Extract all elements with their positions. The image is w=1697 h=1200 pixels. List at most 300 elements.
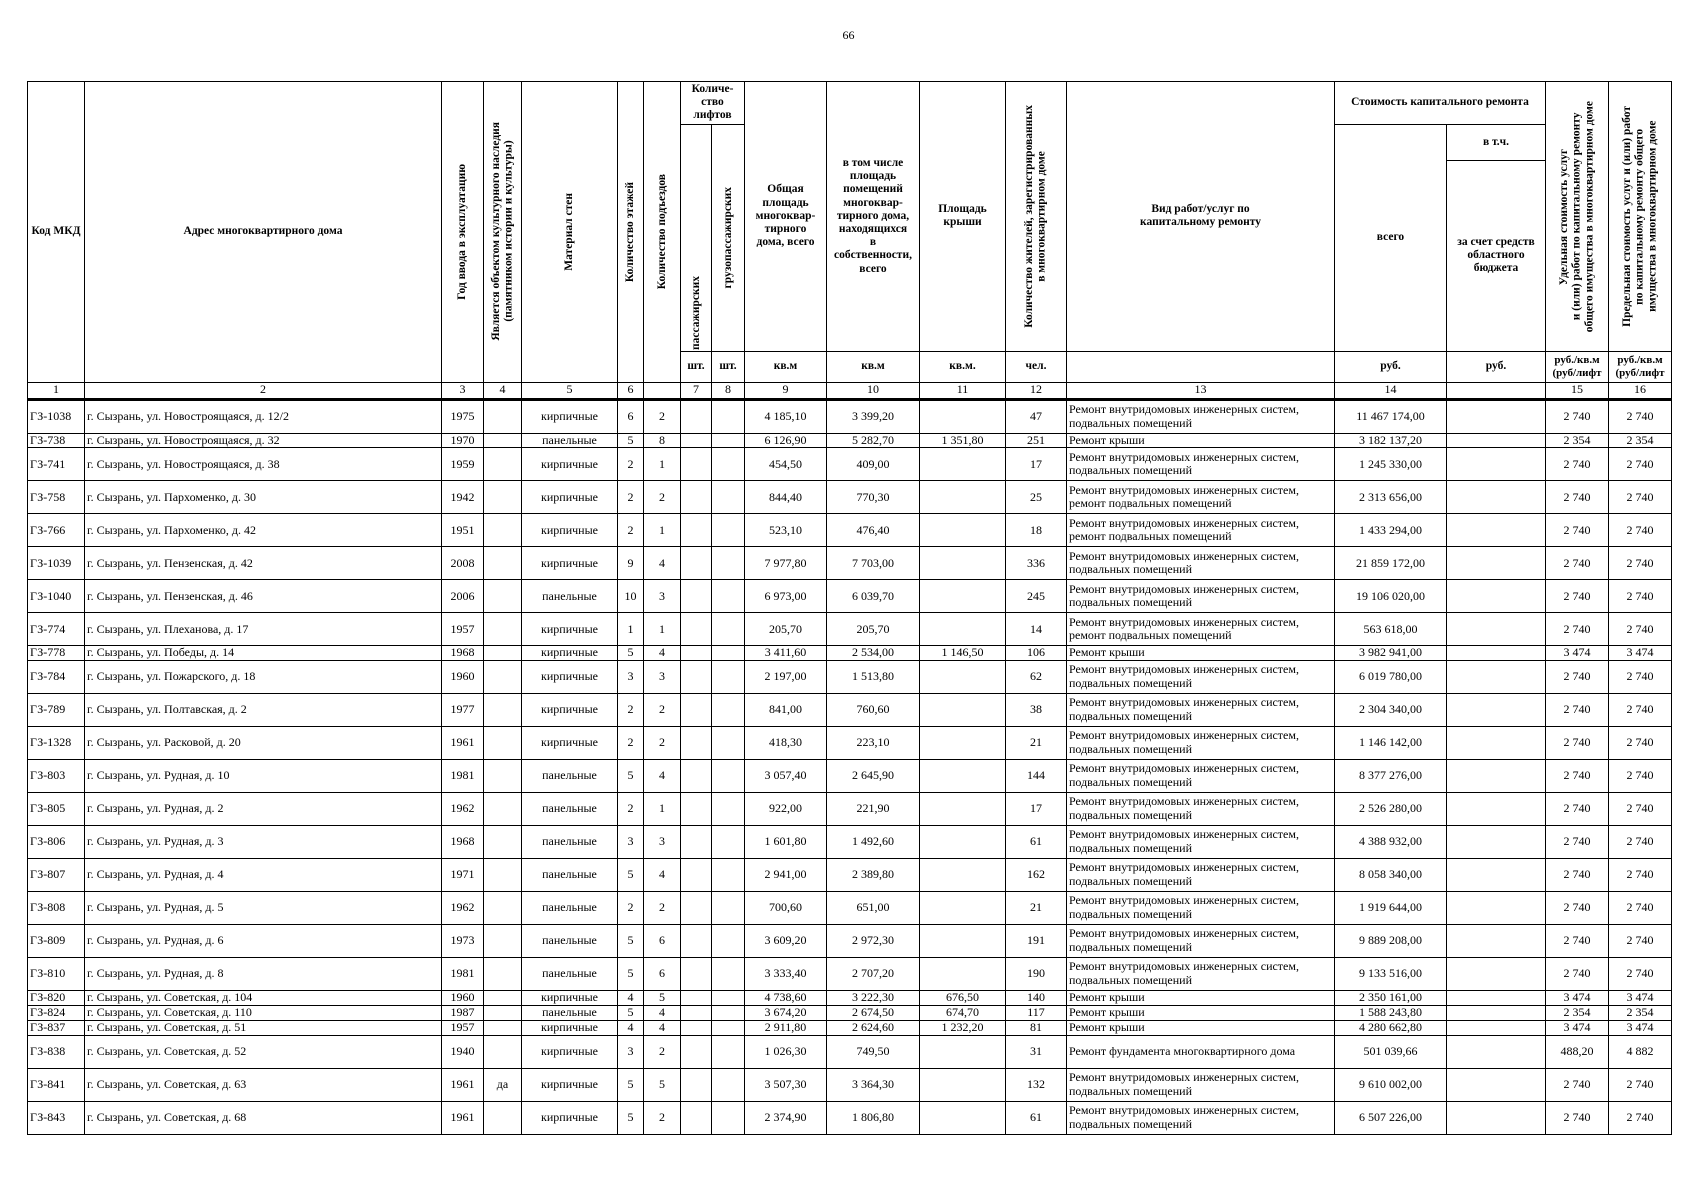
cell-year: 1968 — [442, 826, 484, 859]
cell-year: 1975 — [442, 399, 484, 433]
cell-floors: 2 — [618, 481, 644, 514]
cell-lifts-passenger — [681, 448, 712, 481]
table-row — [28, 694, 1672, 727]
cell-unit-cost: 3 474 — [1546, 646, 1609, 661]
table-row — [28, 514, 1672, 547]
cell-walls: панельные — [522, 925, 618, 958]
cell-heritage — [484, 793, 522, 826]
cell-year: 1981 — [442, 760, 484, 793]
cell-max-cost: 2 740 — [1609, 826, 1672, 859]
table-row — [28, 580, 1672, 613]
cell-owned-area: 476,40 — [827, 514, 920, 547]
cell-year: 2008 — [442, 547, 484, 580]
cell-total-area: 2 911,80 — [745, 1020, 827, 1035]
cell-work-type: Ремонт крыши — [1067, 991, 1335, 1006]
cell-roof-area — [920, 399, 1006, 433]
cell-heritage — [484, 1035, 522, 1068]
cell-floors: 6 — [618, 399, 644, 433]
cell-cost-regional — [1447, 892, 1546, 925]
cell-owned-area: 651,00 — [827, 892, 920, 925]
cell-work-type: Ремонт внутридомовых инженерных систем, ремонт подвальных помещений — [1067, 481, 1335, 514]
cell-residents: 17 — [1006, 793, 1067, 826]
table-row — [28, 892, 1672, 925]
cell-code: ГЗ-803 — [28, 760, 85, 793]
cell-code: ГЗ-1328 — [28, 727, 85, 760]
column-numbers-row — [28, 382, 1672, 399]
cell-walls: панельные — [522, 892, 618, 925]
cell-work-type: Ремонт внутридомовых инженерных систем, подвальных помещений — [1067, 1068, 1335, 1101]
cell-cost-total: 9 133 516,00 — [1335, 958, 1447, 991]
cell-lifts-freight — [712, 1068, 745, 1101]
cell-heritage — [484, 613, 522, 646]
cell-work-type: Ремонт внутридомовых инженерных систем, подвальных помещений — [1067, 448, 1335, 481]
cell-roof-area — [920, 925, 1006, 958]
header-total-area: Общая площадь многоквар- тирного дома, всего — [745, 82, 827, 352]
cell-owned-area: 2 972,30 — [827, 925, 920, 958]
cell-lifts-freight — [712, 958, 745, 991]
unit-owned-area: кв.м — [827, 351, 920, 382]
cell-walls: панельные — [522, 580, 618, 613]
cell-address: г. Сызрань, ул. Рудная, д. 10 — [85, 760, 442, 793]
cell-heritage — [484, 1006, 522, 1021]
cell-entrances: 2 — [644, 1035, 681, 1068]
cell-year: 1973 — [442, 925, 484, 958]
cell-max-cost: 2 740 — [1609, 514, 1672, 547]
cell-lifts-freight — [712, 448, 745, 481]
cell-entrances: 1 — [644, 448, 681, 481]
cell-heritage — [484, 646, 522, 661]
cell-cost-total: 19 106 020,00 — [1335, 580, 1447, 613]
cell-lifts-freight — [712, 1035, 745, 1068]
cell-floors: 2 — [618, 727, 644, 760]
cell-owned-area: 7 703,00 — [827, 547, 920, 580]
cell-year: 1977 — [442, 694, 484, 727]
cell-lifts-freight — [712, 925, 745, 958]
cell-entrances: 2 — [644, 727, 681, 760]
cell-code: ГЗ-1040 — [28, 580, 85, 613]
cell-residents: 18 — [1006, 514, 1067, 547]
cell-heritage — [484, 481, 522, 514]
cell-residents: 21 — [1006, 727, 1067, 760]
cell-total-area: 922,00 — [745, 793, 827, 826]
cell-floors: 4 — [618, 991, 644, 1006]
cell-work-type: Ремонт внутридомовых инженерных систем, подвальных помещений — [1067, 694, 1335, 727]
cell-entrances: 2 — [644, 694, 681, 727]
cell-floors: 4 — [618, 1020, 644, 1035]
cell-total-area: 4 738,60 — [745, 991, 827, 1006]
cell-unit-cost: 2 740 — [1546, 514, 1609, 547]
cell-max-cost: 2 740 — [1609, 925, 1672, 958]
cell-unit-cost: 2 740 — [1546, 448, 1609, 481]
cell-lifts-freight — [712, 399, 745, 433]
table-row — [28, 925, 1672, 958]
cell-max-cost: 2 740 — [1609, 580, 1672, 613]
cell-entrances: 6 — [644, 958, 681, 991]
cell-work-type: Ремонт внутридомовых инженерных систем, ремонт подвальных помещений — [1067, 514, 1335, 547]
cell-code: ГЗ-807 — [28, 859, 85, 892]
cell-cost-total: 6 507 226,00 — [1335, 1101, 1447, 1134]
cell-cost-total: 9 610 002,00 — [1335, 1068, 1447, 1101]
cell-total-area: 3 609,20 — [745, 925, 827, 958]
cell-cost-regional — [1447, 826, 1546, 859]
cell-entrances: 8 — [644, 433, 681, 448]
cell-cost-total: 2 526 280,00 — [1335, 793, 1447, 826]
cell-max-cost: 2 740 — [1609, 958, 1672, 991]
cell-walls: кирпичные — [522, 991, 618, 1006]
cell-floors: 2 — [618, 793, 644, 826]
column-number: 6 — [618, 382, 644, 399]
cell-owned-area: 1 492,60 — [827, 826, 920, 859]
cell-cost-regional — [1447, 613, 1546, 646]
cell-lifts-passenger — [681, 514, 712, 547]
cell-code: ГЗ-810 — [28, 958, 85, 991]
cell-max-cost: 2 740 — [1609, 399, 1672, 433]
cell-roof-area — [920, 580, 1006, 613]
cell-cost-regional — [1447, 1020, 1546, 1035]
cell-lifts-passenger — [681, 1068, 712, 1101]
header-lifts-passenger — [681, 124, 712, 351]
cell-entrances: 3 — [644, 826, 681, 859]
cell-owned-area: 3 399,20 — [827, 399, 920, 433]
column-number: 9 — [745, 382, 827, 399]
cell-cost-total: 1 919 644,00 — [1335, 892, 1447, 925]
cell-year: 1987 — [442, 1006, 484, 1021]
header-entrances — [644, 82, 681, 383]
cell-owned-area: 221,90 — [827, 793, 920, 826]
cell-work-type: Ремонт внутридомовых инженерных систем, подвальных помещений — [1067, 760, 1335, 793]
cell-roof-area — [920, 1101, 1006, 1134]
cell-lifts-passenger — [681, 661, 712, 694]
cell-entrances: 6 — [644, 925, 681, 958]
cell-roof-area — [920, 694, 1006, 727]
cell-floors: 1 — [618, 613, 644, 646]
cell-lifts-freight — [712, 760, 745, 793]
cell-year: 1951 — [442, 514, 484, 547]
cell-lifts-passenger — [681, 433, 712, 448]
cell-year: 1961 — [442, 1068, 484, 1101]
cell-heritage — [484, 514, 522, 547]
cell-walls: кирпичные — [522, 1068, 618, 1101]
cell-total-area: 205,70 — [745, 613, 827, 646]
cell-cost-regional — [1447, 1035, 1546, 1068]
cell-owned-area: 749,50 — [827, 1035, 920, 1068]
cell-heritage — [484, 1101, 522, 1134]
cell-entrances: 4 — [644, 760, 681, 793]
cell-code: ГЗ-1039 — [28, 547, 85, 580]
header-walls — [522, 82, 618, 383]
unit-lifts-freight: шт. — [712, 351, 745, 382]
cell-roof-area — [920, 661, 1006, 694]
cell-address: г. Сызрань, ул. Советская, д. 68 — [85, 1101, 442, 1134]
cell-floors: 9 — [618, 547, 644, 580]
cell-lifts-passenger — [681, 1101, 712, 1134]
column-number: 11 — [920, 382, 1006, 399]
cell-entrances: 2 — [644, 1101, 681, 1134]
cell-total-area: 418,30 — [745, 727, 827, 760]
cell-entrances: 4 — [644, 1020, 681, 1035]
cell-lifts-passenger — [681, 826, 712, 859]
cell-work-type: Ремонт внутридомовых инженерных систем, подвальных помещений — [1067, 826, 1335, 859]
table-row — [28, 547, 1672, 580]
cell-residents: 191 — [1006, 925, 1067, 958]
cell-code: ГЗ-808 — [28, 892, 85, 925]
cell-cost-regional — [1447, 859, 1546, 892]
header-residents-text: Количество жителей, зарегистрированных в многоквартирном доме — [1023, 104, 1048, 328]
cell-owned-area: 5 282,70 — [827, 433, 920, 448]
header-unit-cost — [1546, 82, 1609, 352]
cell-cost-total: 8 377 276,00 — [1335, 760, 1447, 793]
cell-walls: панельные — [522, 958, 618, 991]
cell-total-area: 3 507,30 — [745, 1068, 827, 1101]
cell-lifts-passenger — [681, 694, 712, 727]
cell-cost-total: 21 859 172,00 — [1335, 547, 1447, 580]
cell-unit-cost: 2 740 — [1546, 694, 1609, 727]
cell-residents: 81 — [1006, 1020, 1067, 1035]
table-row — [28, 760, 1672, 793]
cell-year: 1959 — [442, 448, 484, 481]
cell-address: г. Сызрань, ул. Полтавская, д. 2 — [85, 694, 442, 727]
cell-year: 2006 — [442, 580, 484, 613]
cell-walls: панельные — [522, 826, 618, 859]
column-number: 8 — [712, 382, 745, 399]
cell-entrances: 1 — [644, 613, 681, 646]
cell-cost-total: 11 467 174,00 — [1335, 399, 1447, 433]
cell-cost-regional — [1447, 481, 1546, 514]
cell-cost-regional — [1447, 694, 1546, 727]
cell-total-area: 3 411,60 — [745, 646, 827, 661]
table-body — [28, 399, 1672, 1134]
cell-heritage — [484, 694, 522, 727]
cell-lifts-freight — [712, 646, 745, 661]
cell-address: г. Сызрань, ул. Новостроящаяся, д. 12/2 — [85, 399, 442, 433]
cell-floors: 2 — [618, 448, 644, 481]
cell-lifts-passenger — [681, 991, 712, 1006]
cell-lifts-passenger — [681, 760, 712, 793]
cell-address: г. Сызрань, ул. Плеханова, д. 17 — [85, 613, 442, 646]
table-row — [28, 399, 1672, 433]
column-number: 7 — [681, 382, 712, 399]
cell-max-cost: 2 740 — [1609, 547, 1672, 580]
cell-lifts-passenger — [681, 399, 712, 433]
cell-cost-regional — [1447, 991, 1546, 1006]
cell-total-area: 7 977,80 — [745, 547, 827, 580]
column-number — [1447, 382, 1546, 399]
cell-year: 1942 — [442, 481, 484, 514]
cell-roof-area — [920, 514, 1006, 547]
cell-work-type: Ремонт внутридомовых инженерных систем, подвальных помещений — [1067, 793, 1335, 826]
cell-entrances: 1 — [644, 793, 681, 826]
cell-address: г. Сызрань, ул. Пензенская, д. 46 — [85, 580, 442, 613]
cell-residents: 190 — [1006, 958, 1067, 991]
cell-cost-total: 563 618,00 — [1335, 613, 1447, 646]
cell-max-cost: 3 474 — [1609, 991, 1672, 1006]
cell-lifts-passenger — [681, 727, 712, 760]
table-row — [28, 1068, 1672, 1101]
cell-heritage — [484, 991, 522, 1006]
column-number: 10 — [827, 382, 920, 399]
cell-total-area: 523,10 — [745, 514, 827, 547]
cell-code: ГЗ-841 — [28, 1068, 85, 1101]
cell-unit-cost: 2 740 — [1546, 958, 1609, 991]
cell-code: ГЗ-741 — [28, 448, 85, 481]
cell-work-type: Ремонт внутридомовых инженерных систем, подвальных помещений — [1067, 399, 1335, 433]
cell-entrances: 4 — [644, 547, 681, 580]
table-row — [28, 727, 1672, 760]
header-lifts: Количе- ство лифтов — [681, 82, 745, 125]
cell-owned-area: 3 222,30 — [827, 991, 920, 1006]
capital-repair-table — [27, 81, 1672, 1135]
column-number: 3 — [442, 382, 484, 399]
cell-owned-area: 2 674,50 — [827, 1006, 920, 1021]
cell-cost-regional — [1447, 547, 1546, 580]
cell-total-area: 6 126,90 — [745, 433, 827, 448]
cell-total-area: 4 185,10 — [745, 399, 827, 433]
cell-heritage — [484, 958, 522, 991]
cell-address: г. Сызрань, ул. Новостроящаяся, д. 32 — [85, 433, 442, 448]
table-row — [28, 1035, 1672, 1068]
cell-code: ГЗ-806 — [28, 826, 85, 859]
cell-address: г. Сызрань, ул. Рудная, д. 6 — [85, 925, 442, 958]
cell-cost-total: 8 058 340,00 — [1335, 859, 1447, 892]
header-address: Адрес многоквартирного дома — [85, 82, 442, 383]
cell-code: ГЗ-820 — [28, 991, 85, 1006]
table-row — [28, 793, 1672, 826]
cell-heritage — [484, 892, 522, 925]
cell-cost-total: 2 350 161,00 — [1335, 991, 1447, 1006]
cell-cost-regional — [1447, 399, 1546, 433]
header-work-type: Вид работ/услуг по капитальному ремонту — [1067, 82, 1335, 352]
cell-total-area: 454,50 — [745, 448, 827, 481]
cell-unit-cost: 2 740 — [1546, 1101, 1609, 1134]
cell-lifts-freight — [712, 892, 745, 925]
cell-lifts-freight — [712, 514, 745, 547]
cell-residents: 140 — [1006, 991, 1067, 1006]
cell-residents: 245 — [1006, 580, 1067, 613]
cell-lifts-passenger — [681, 859, 712, 892]
cell-walls: кирпичные — [522, 547, 618, 580]
column-number — [644, 382, 681, 399]
cell-lifts-freight — [712, 1101, 745, 1134]
cell-code: ГЗ-824 — [28, 1006, 85, 1021]
cell-roof-area — [920, 859, 1006, 892]
cell-work-type: Ремонт внутридомовых инженерных систем, подвальных помещений — [1067, 859, 1335, 892]
cell-unit-cost: 2 354 — [1546, 1006, 1609, 1021]
cell-max-cost: 2 354 — [1609, 433, 1672, 448]
cell-work-type: Ремонт крыши — [1067, 433, 1335, 448]
cell-cost-regional — [1447, 433, 1546, 448]
cell-cost-total: 1 245 330,00 — [1335, 448, 1447, 481]
cell-roof-area: 1 146,50 — [920, 646, 1006, 661]
cell-owned-area: 2 534,00 — [827, 646, 920, 661]
cell-walls: кирпичные — [522, 1101, 618, 1134]
cell-lifts-freight — [712, 1006, 745, 1021]
header-year — [442, 82, 484, 383]
cell-total-area: 844,40 — [745, 481, 827, 514]
cell-unit-cost: 2 354 — [1546, 433, 1609, 448]
unit-residents: чел. — [1006, 351, 1067, 382]
cell-walls: кирпичные — [522, 694, 618, 727]
header-lifts-passenger-text: пассажирских — [689, 275, 702, 350]
unit-cost-regional: руб. — [1447, 351, 1546, 382]
cell-max-cost: 2 740 — [1609, 859, 1672, 892]
cell-cost-regional — [1447, 793, 1546, 826]
table-row — [28, 826, 1672, 859]
table-row — [28, 661, 1672, 694]
cell-year: 1957 — [442, 613, 484, 646]
cell-unit-cost: 2 740 — [1546, 892, 1609, 925]
cell-roof-area — [920, 793, 1006, 826]
cell-cost-regional — [1447, 1006, 1546, 1021]
cell-max-cost: 2 740 — [1609, 793, 1672, 826]
cell-year: 1960 — [442, 991, 484, 1006]
cell-total-area: 3 674,20 — [745, 1006, 827, 1021]
cell-owned-area: 409,00 — [827, 448, 920, 481]
cell-unit-cost: 488,20 — [1546, 1035, 1609, 1068]
cell-code: ГЗ-1038 — [28, 399, 85, 433]
cell-code: ГЗ-758 — [28, 481, 85, 514]
cell-unit-cost: 2 740 — [1546, 826, 1609, 859]
header-heritage — [484, 82, 522, 383]
cell-unit-cost: 2 740 — [1546, 661, 1609, 694]
cell-cost-total: 3 182 137,20 — [1335, 433, 1447, 448]
cell-entrances: 2 — [644, 399, 681, 433]
cell-address: г. Сызрань, ул. Рудная, д. 5 — [85, 892, 442, 925]
cell-cost-regional — [1447, 925, 1546, 958]
cell-year: 1940 — [442, 1035, 484, 1068]
cell-cost-regional — [1447, 958, 1546, 991]
cell-code: ГЗ-843 — [28, 1101, 85, 1134]
cell-year: 1968 — [442, 646, 484, 661]
unit-max-cost: руб./кв.м (руб/лифт — [1609, 351, 1672, 382]
cell-code: ГЗ-837 — [28, 1020, 85, 1035]
cell-owned-area: 2 624,60 — [827, 1020, 920, 1035]
header-heritage-text: Является объектом культурного наследия (памятником истории и культуры) — [489, 122, 515, 342]
cell-total-area: 1 026,30 — [745, 1035, 827, 1068]
cell-owned-area: 205,70 — [827, 613, 920, 646]
column-number: 4 — [484, 382, 522, 399]
cell-lifts-freight — [712, 694, 745, 727]
cell-lifts-passenger — [681, 646, 712, 661]
cell-address: г. Сызрань, ул. Пархоменко, д. 30 — [85, 481, 442, 514]
cell-total-area: 3 333,40 — [745, 958, 827, 991]
cell-code: ГЗ-805 — [28, 793, 85, 826]
cell-code: ГЗ-778 — [28, 646, 85, 661]
cell-walls: панельные — [522, 859, 618, 892]
cell-residents: 162 — [1006, 859, 1067, 892]
cell-work-type: Ремонт внутридомовых инженерных систем, подвальных помещений — [1067, 580, 1335, 613]
cell-cost-total: 2 313 656,00 — [1335, 481, 1447, 514]
header-lifts-freight-text: грузопассажирских — [721, 186, 734, 289]
unit-unit-cost: руб./кв.м (руб/лифт — [1546, 351, 1609, 382]
cell-cost-regional — [1447, 646, 1546, 661]
cell-max-cost: 2 740 — [1609, 613, 1672, 646]
cell-cost-regional — [1447, 1101, 1546, 1134]
header-entrances-text: Количество подъездов — [655, 174, 668, 290]
header-floors — [618, 82, 644, 383]
cell-lifts-freight — [712, 481, 745, 514]
cell-roof-area — [920, 826, 1006, 859]
header-repair-cost: Стоимость капитального ремонта — [1335, 82, 1546, 125]
cell-address: г. Сызрань, ул. Советская, д. 52 — [85, 1035, 442, 1068]
cell-code: ГЗ-738 — [28, 433, 85, 448]
cell-walls: панельные — [522, 433, 618, 448]
cell-max-cost: 3 474 — [1609, 646, 1672, 661]
cell-lifts-freight — [712, 991, 745, 1006]
header-floors-text: Количество этажей — [624, 181, 637, 282]
cell-walls: панельные — [522, 793, 618, 826]
cell-floors: 5 — [618, 433, 644, 448]
cell-walls: кирпичные — [522, 514, 618, 547]
